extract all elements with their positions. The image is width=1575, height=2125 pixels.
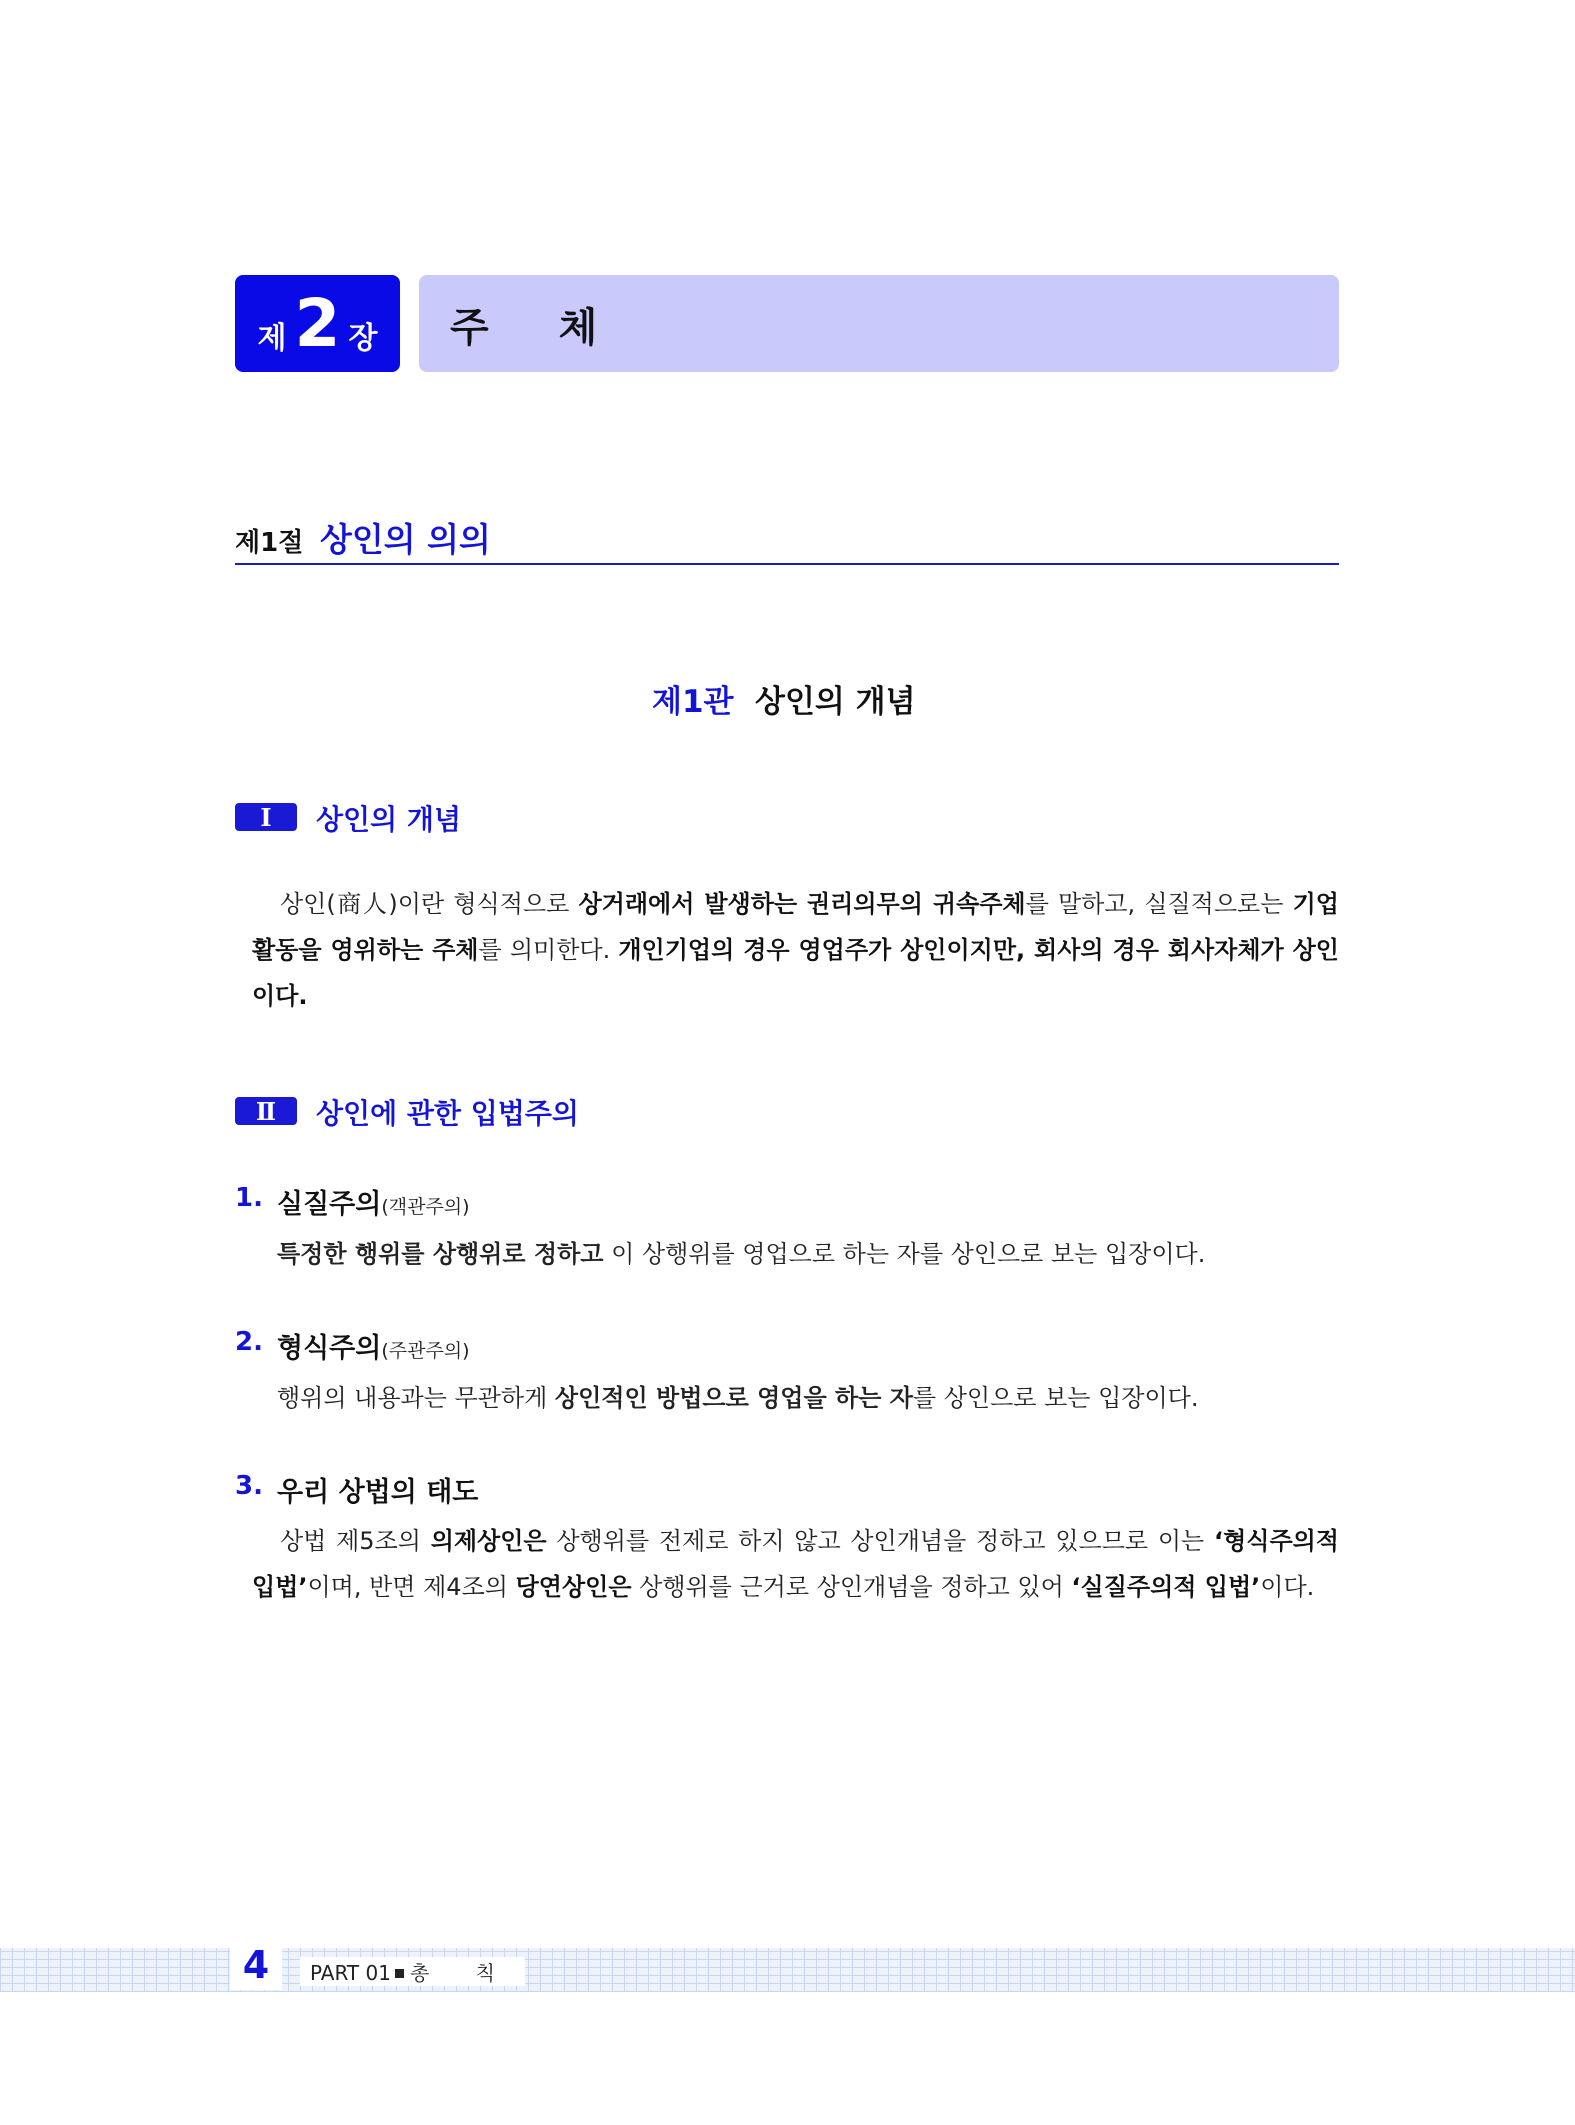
item-number: 2. — [235, 1327, 263, 1357]
item-subtitle: (객관주의) — [381, 1196, 470, 1218]
item-subtitle: (주관주의) — [381, 1340, 470, 1362]
chapter-badge — [235, 275, 400, 372]
section-title: 상인의 의의 — [320, 520, 491, 559]
text: 이 상행위를 영업으로 하는 자를 상인으로 보는 입장이다. — [603, 1240, 1206, 1268]
text: 행위의 내용과는 무관하게 — [277, 1384, 555, 1412]
item-title-text: 형식주의 — [277, 1333, 382, 1364]
text: 상법 제5조의 — [280, 1527, 431, 1555]
item-description — [277, 1234, 1205, 1269]
gwan-title: 상인의 개념 — [755, 684, 916, 720]
item-title: 우리 상법의 태도 — [277, 1477, 479, 1508]
heading-title: 상인에 관한 입법주의 — [316, 1097, 579, 1130]
chapter-number: 2 — [294, 284, 341, 362]
bold-text: ‘형식주의적 입법’ — [252, 1527, 1339, 1601]
bold-text: 의제상인은 — [430, 1527, 547, 1555]
item-title-text: 실질주의 — [277, 1189, 382, 1220]
item-title — [277, 1326, 470, 1365]
page-number: 4 — [230, 1940, 282, 1990]
text: 를 상인으로 보는 입장이다. — [912, 1384, 1199, 1412]
roman-numeral-badge: Ⅱ — [235, 1097, 297, 1125]
chapter-title: 주 체 — [450, 305, 626, 351]
running-footer — [300, 1957, 525, 1986]
bold-text: 당연상인은 — [515, 1573, 632, 1601]
bold-text: 개인기업의 경우 영업주가 상인이지만, 회사의 경우 회사자체가 상인이다. — [252, 936, 1339, 1010]
chapter-suffix: 장 — [348, 320, 378, 356]
part-label: PART 01 — [310, 1961, 391, 1985]
item-description — [277, 1378, 1198, 1413]
item-number: 3. — [235, 1471, 263, 1501]
item-title — [277, 1182, 470, 1221]
paragraph-korean-law-stance — [252, 1518, 1339, 1610]
text: 상인(商人)이란 형식적으로 — [280, 890, 579, 918]
section-divider — [235, 563, 1339, 565]
paragraph-merchant-concept — [252, 881, 1339, 1019]
text: 이다. — [1260, 1573, 1315, 1601]
square-bullet-icon — [395, 1969, 404, 1978]
item-number: 1. — [235, 1183, 263, 1213]
chapter-prefix: 제 — [257, 320, 287, 356]
text: 상행위를 근거로 상인개념을 정하고 있어 — [631, 1573, 1072, 1601]
roman-numeral-badge: Ⅰ — [235, 803, 297, 831]
heading-title: 상인의 개념 — [316, 803, 461, 836]
section-label: 제1절 — [235, 528, 304, 558]
text: 상행위를 전제로 하지 않고 상인개념을 정하고 있으므로 이는 — [546, 1527, 1214, 1555]
text: 를 의미한다. — [478, 936, 619, 964]
part-chapter: 총 칙 — [409, 1961, 515, 1985]
bold-text: 기업활동을 영위하는 주체 — [252, 890, 1339, 964]
text: 이며, 반면 제4조의 — [307, 1573, 516, 1601]
bold-text: 상거래에서 발생하는 권리의무의 귀속주체 — [578, 890, 1026, 918]
text: 를 말하고, 실질적으로는 — [1025, 890, 1293, 918]
bold-text: 상인적인 방법으로 영업을 하는 자 — [554, 1384, 913, 1412]
bold-text: ‘실질주의적 입법’ — [1071, 1573, 1261, 1601]
gwan-label: 제1관 — [652, 684, 734, 720]
bold-text: 특정한 행위를 상행위로 정하고 — [277, 1240, 604, 1268]
